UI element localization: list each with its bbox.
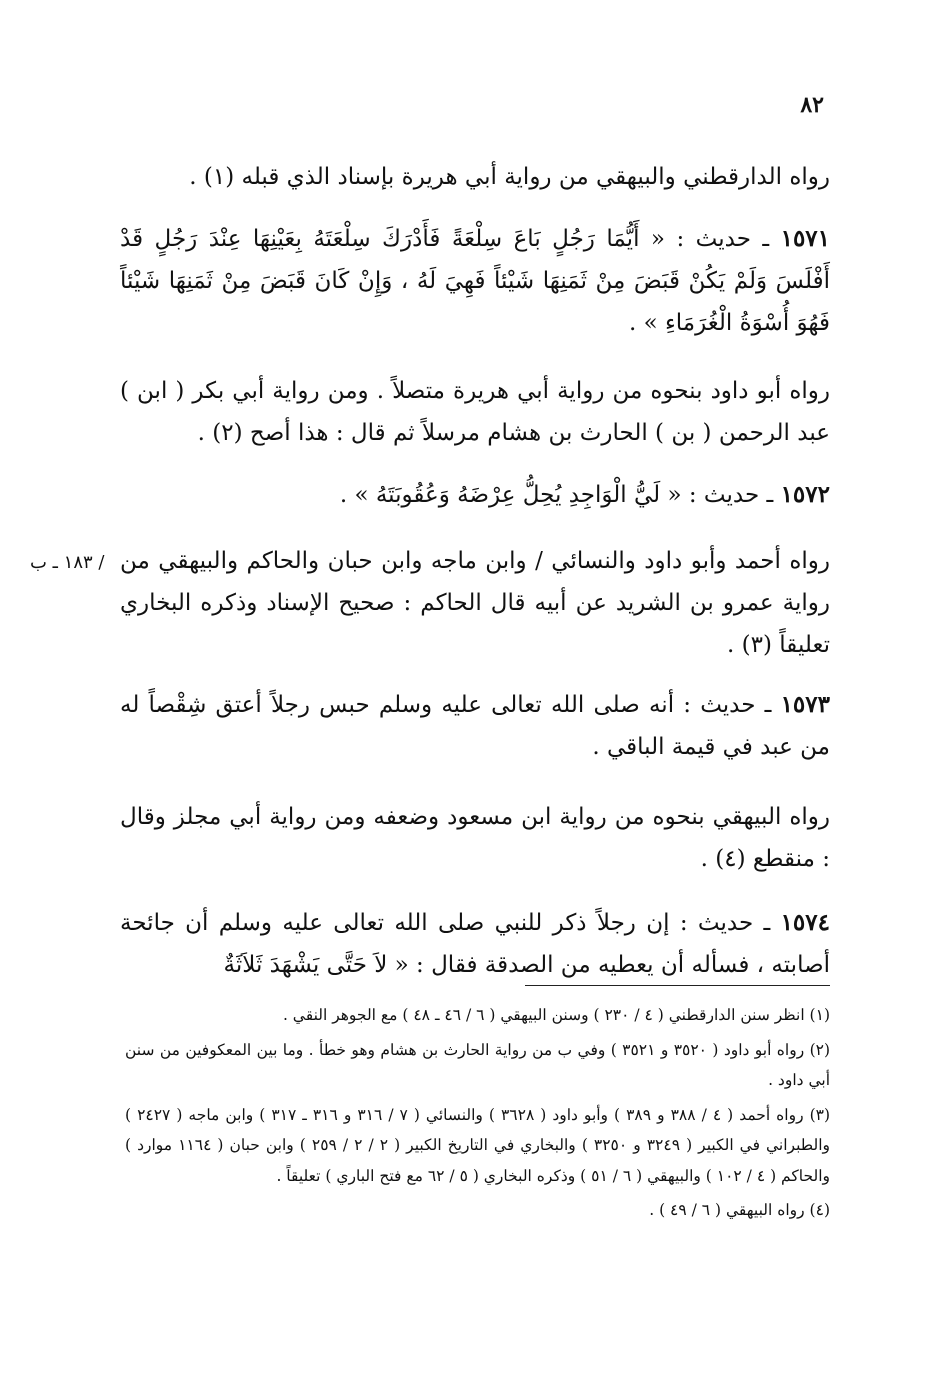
hadith-number: ١٥٧١ (780, 225, 831, 252)
footnote-2: (٢) رواه أبو داود ( ٣٥٢٠ و ٣٥٢١ ) وفي ب من رواية الحارث بن هشام وهو خطأ . وما بين المعكوفين من سنن أبي داود . (125, 1040, 831, 1089)
hadith-text: ـ حديث : إن رجلاً ذكر للنبي صلى الله تعالى عليه وسلم أن جائحة أصابته ، فسأله أن يعطيه من الصدقة فقال : « لاَ حَتَّى يَشْهَدَ ثَلاَثَةٌ (120, 910, 830, 978)
paragraph-text: رواه أحمد وأبو داود والنسائي / وابن ماجه وابن حبان والحاكم والبيهقي من رواية عمرو بن الشريد عن أبيه قال الحاكم : صحيح الإسناد وذكره البخاري تعليقاً (٣) . (120, 548, 830, 658)
hadith-number: ١٥٧٤ (780, 909, 830, 936)
hadith-text: ـ حديث : « أَيُّمَا رَجُلٍ بَاعَ سِلْعَةً فَأَدْرَكَ سِلْعَتَهُ بِعَيْنِهَا عِنْدَ رَجُلٍ قَدْ أَفْلَسَ وَلَمْ يَكُنْ قَبَضَ مِنْ ثَمَنِهَا شَيْئاً فَهِيَ لَهُ ، وَإِنْ كَانَ قَبَضَ مِنْ ثَمَنِهَا شَيْئاً فَهُوَ أُسْوَةُ الْغُرَمَاءِ » . (120, 226, 830, 336)
paragraph-1 (120, 156, 830, 198)
hadith-1573 (120, 684, 830, 768)
paragraph-text: رواه أبو داود بنحوه من رواية أبي هريرة متصلاً . ومن رواية أبي بكر ( ابن ) عبد الرحمن ( بن ) الحارث بن هشام مرسلاً ثم قال : هذا أصح (٢) . (120, 378, 830, 446)
footnote-3: (٣) رواه أحمد ( ٤ / ٣٨٨ و ٣٨٩ ) وأبو داود ( ٣٦٢٨ ) والنسائي ( ٧ / ٣١٦ و ٣١٦ ـ ٣١٧ ) وابن ماجه ( ٢٤٢٧ ) والطبراني في الكبير ( ٣٢٤٩ و ٣٢٥٠ ) والبخاري في التاريخ الكبير ( ٢ / ٢ / ٢٥٩ ) وابن حبان ( ١١٦٤ موارد ) والحاكم ( ٤ / ١٠٢ ) والبيهقي ( ٦ / ٥١ ) وذكره البخاري ( ٥ / ٦٢ مع فتح الباري ) تعليقاً . (125, 1105, 831, 1185)
paragraph-5 (120, 540, 830, 666)
hadith-number: ١٥٧٢ (780, 481, 830, 508)
hadith-text: ـ حديث : « لَيُّ الْوَاجِدِ يُحِلُّ عِرْضَهُ وَعُقُوبَتَهُ » . (339, 482, 774, 508)
page-number: ٨٢ (800, 92, 824, 118)
hadith-number: ١٥٧٣ (780, 691, 830, 718)
hadith-1574 (120, 902, 830, 986)
paragraph-text: رواه الدارقطني والبيهقي من رواية أبي هريرة بإسناد الذي قبله (١) . (189, 164, 830, 190)
margin-folio-note: / ١٨٣ ـ ب (30, 552, 105, 573)
paragraph-7 (120, 796, 830, 880)
footnote-divider (525, 985, 830, 986)
footnotes (125, 1000, 830, 1230)
hadith-text: ـ حديث : أنه صلى الله تعالى عليه وسلم حبس رجلاً أعتق شِقْصاً له من عبد في قيمة الباقي . (120, 692, 830, 760)
footnote-1: (١) انظر سنن الدارقطني ( ٤ / ٢٣٠ ) وسنن البيهقي ( ٦ / ٤٦ ـ ٤٨ ) مع الجوهر النقي . (282, 1006, 830, 1024)
paragraph-text: رواه البيهقي بنحوه من رواية ابن مسعود وضعفه ومن رواية أبي مجلز وقال : منقطع (٤) . (120, 804, 830, 872)
hadith-1572 (120, 474, 830, 516)
paragraph-3 (120, 370, 830, 454)
hadith-1571 (120, 218, 830, 344)
footnote-4: (٤) رواه البيهقي ( ٦ / ٤٩ ) . (649, 1201, 830, 1219)
